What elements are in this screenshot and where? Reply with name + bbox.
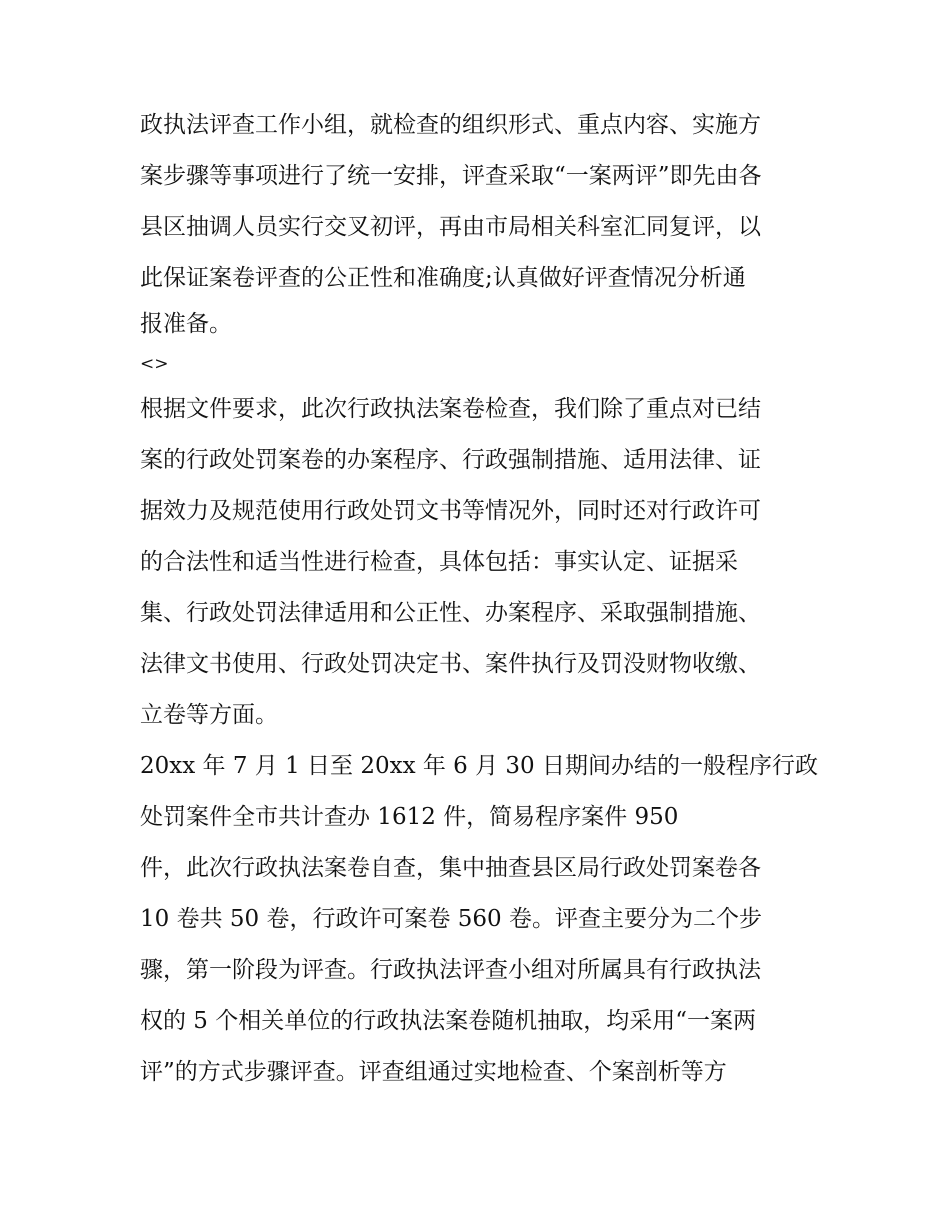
text-line: 20xx 年 7 月 1 日至 20xx 年 6 月 30 日期间办结的一般程序行政: [140, 753, 819, 779]
text-line: 的合法性和适当性进行检查，具体包括：事实认定、证据采: [140, 549, 738, 575]
document-body: [140, 100, 820, 1098]
text-line: 案步骤等事项进行了统一安排，评查采取“一案两评”即先由各: [140, 163, 762, 189]
text-line: 据效力及规范使用行政处罚文书等情况外，同时还对行政许可: [140, 498, 761, 524]
text-line: 骤，第一阶段为评查。行政执法评查小组对所属具有行政执法: [140, 957, 761, 983]
text-line: 此保证案卷评查的公正性和准确度;认真做好评查情况分析通: [140, 265, 746, 291]
text-line: 立卷等方面。: [140, 702, 278, 728]
text-line: 处罚案件全市共计查办 1612 件，简易程序案件 950: [140, 804, 679, 830]
text-line: 件，此次行政执法案卷自查，集中抽查县区局行政处罚案卷各: [140, 855, 761, 881]
text-line: 根据文件要求，此次行政执法案卷检查，我们除了重点对已结: [140, 396, 761, 422]
text-line: 权的 5 个相关单位的行政执法案卷随机抽取，均采用“一案两: [140, 1008, 757, 1034]
text-line: 集、行政处罚法律适用和公正性、办案程序、采取强制措施、: [140, 600, 761, 626]
text-line: 10 卷共 50 卷，行政许可案卷 560 卷。评查主要分为二个步: [140, 906, 762, 932]
text-line: 评”的方式步骤评查。评查组通过实地检查、个案剖析等方: [140, 1059, 727, 1085]
text-line: 法律文书使用、行政处罚决定书、案件执行及罚没财物收缴、: [140, 651, 761, 677]
text-line: 政执法评查工作小组，就检查的组织形式、重点内容、实施方: [140, 112, 761, 138]
section-marker: <>: [140, 354, 169, 374]
text-line: 报准备。: [140, 311, 232, 337]
text-line: 县区抽调人员实行交叉初评，再由市局相关科室汇同复评，以: [140, 214, 761, 240]
text-line: 案的行政处罚案卷的办案程序、行政强制措施、适用法律、证: [140, 447, 761, 473]
